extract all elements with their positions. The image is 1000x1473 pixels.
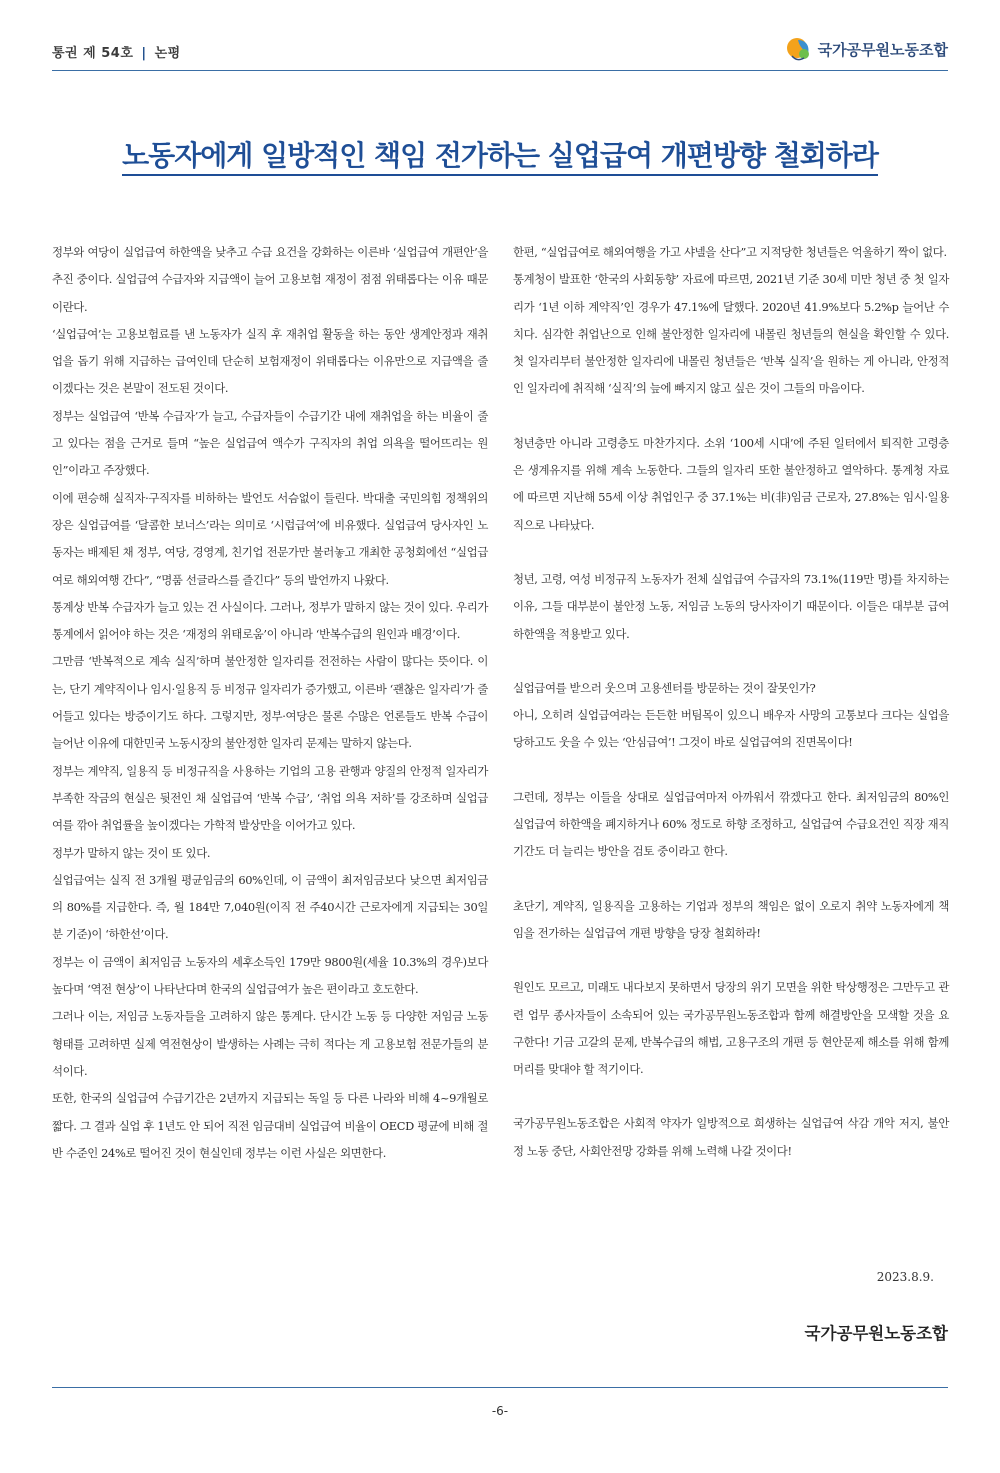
issue-number: 통권 제 54호	[52, 46, 134, 61]
org-name-logo: 국가공무원노동조합	[817, 40, 948, 59]
article-date: 2023.8.9.	[876, 1270, 934, 1284]
paragraph: 정부는 이 금액이 최저임금 노동자의 세후소득인 179만 9800원(세율 10.3%의 경우)보다 높다며 ‘역전 현상’이 나타난다며 한국의 실업급여가 높은 편이라고 호도한다.	[52, 954, 488, 997]
left-column	[52, 239, 488, 1167]
paragraph: ‘실업급여’는 고용보험료를 낸 노동자가 실직 후 재취업 활동을 하는 동안 생계안정과 재취업을 돕기 위해 지급하는 급여인데 단순히 보험재정이 위태롭다는 이유만으로 지급액을 줄이겠다는 것은 본말이 전도된 것이다.	[52, 326, 488, 396]
paragraph: 아니, 오히려 실업급여라는 든든한 버팀목이 있으니 배우자 사망의 고통보다 크다는 실업을 당하고도 웃을 수 있는 ‘안심급여’! 그것이 바로 실업급여의 진면목이다!	[513, 708, 949, 750]
section-name: 논평	[154, 46, 181, 61]
union-logo-icon	[784, 34, 814, 64]
paragraph: 국가공무원노동조합은 사회적 약자가 일방적으로 희생하는 실업급여 삭감 개악 저지, 불안정 노동 중단, 사회안전망 강화를 위해 노력해 나갈 것이다!	[513, 1116, 949, 1158]
paragraph: 한편, “실업급여로 해외여행을 가고 샤넬을 산다”고 지적당한 청년들은 억울하기 짝이 없다.	[513, 245, 947, 259]
paragraph: 초단기, 계약직, 일용직을 고용하는 기업과 정부의 책임은 없이 오로지 취약 노동자에게 책임을 전가하는 실업급여 개편 방향을 당장 철회하라!	[513, 898, 949, 940]
paragraph: 정부는 계약직, 일용직 등 비정규직을 사용하는 기업의 고용 관행과 양질의 안정적 일자리가 부족한 작금의 현실은 뒷전인 채 실업급여 ‘반복 수급’, ‘취업 의욕 저하’를 강조하며 실업급여를 깎아 취업률을 높이겠다는 가학적 발상만을 이어가고 있다.	[52, 763, 488, 833]
paragraph: 그러나 이는, 저임금 노동자들을 고려하지 않은 통계다. 단시간 노동 등 다양한 저임금 노동 형태를 고려하면 실제 역전현상이 발생하는 사례는 극히 적다는 게 고용보험 전문가들의 분석이다.	[52, 1009, 488, 1078]
union-logo	[784, 34, 948, 64]
paragraph: 정부가 말하지 않는 것이 또 있다.	[52, 845, 211, 860]
paragraph: 정부는 실업급여 ‘반복 수급자’가 늘고, 수급자들이 수급기간 내에 재취업을 하는 비율이 줄고 있다는 점을 근거로 들며 “높은 실업급여 액수가 구직자의 취업 의욕을 떨어뜨리는 원인”이라고 주장했다.	[52, 408, 488, 478]
paragraph: 이에 편승해 실직자·구직자를 비하하는 발언도 서슴없이 들린다. 박대출 국민의힘 정책위의장은 실업급여를 ‘달콤한 보너스’라는 의미로 ‘시럽급여’에 비유했다. 실업급여 당사자인 노동자는 배제된 채 정부, 여당, 경영계, 친기업 전문가만 불러놓고 개최한 공청회에선 “실업급여로 해외여행 간다”, “명품 선글라스를 즐긴다” 등의 발언까지 나왔다.	[52, 490, 488, 587]
paragraph: 청년층만 아니라 고령층도 마찬가지다. 소위 ‘100세 시대’에 주된 일터에서 퇴직한 고령층은 생계유지를 위해 계속 노동한다. 그들의 일자리 또한 불안정하고 열악하다. 통계청 자료에 따르면 지난해 55세 이상 취업인구 중 37.1%는 비(非)임금 근로자, 27.8%는 임시·일용직으로 나타났다.	[513, 435, 949, 532]
paragraph: 통계상 반복 수급자가 늘고 있는 건 사실이다. 그러나, 정부가 말하지 않는 것이 있다. 우리가 통계에서 읽어야 하는 것은 ‘재정의 위태로움’이 아니라 ‘반복수급의 원인과 배경’이다.	[52, 599, 488, 642]
page-header	[52, 30, 948, 70]
article-title-text: 노동자에게 일방적인 책임 전가하는 실업급여 개편방향 철회하라	[122, 139, 878, 176]
page-number: -6-	[491, 1404, 509, 1418]
header-separator: |	[141, 46, 147, 61]
article-title	[0, 134, 1000, 174]
header-divider	[52, 70, 948, 71]
right-column	[513, 239, 949, 1165]
paragraph: 또한, 한국의 실업급여 수급기간은 2년까지 지급되는 독일 등 다른 나라와 비해 4~9개월로 짧다. 그 결과 실업 후 1년도 안 되어 직전 임금대비 실업급여 비율이 OECD 평균에 비해 절반 수준인 24%로 떨어진 것이 현실인데 정부는 이런 사실은 외면한다.	[52, 1091, 488, 1160]
paragraph: 정부와 여당이 실업급여 하한액을 낮추고 수급 요건을 강화하는 이른바 ‘실업급여 개편안’을 추진 중이다. 실업급여 수급자와 지급액이 늘어 고용보험 재정이 점점 위태롭다는 이유 때문이란다.	[52, 245, 488, 314]
footer-divider	[52, 1387, 948, 1388]
paragraph: 청년, 고령, 여성 비정규직 노동자가 전체 실업급여 수급자의 73.1%(119만 명)를 차지하는 이유, 그들 대부분이 불안정 노동, 저임금 노동의 당사자이기 때문이다. 이들은 대부분 급여 하한액을 적용받고 있다.	[513, 571, 949, 641]
paragraph: 원인도 모르고, 미래도 내다보지 못하면서 당장의 위기 모면을 위한 탁상행정은 그만두고 관련 업무 종사자들이 소속되어 있는 국가공무원노동조합과 함께 해결방안을 모색할 것을 요구한다! 기금 고갈의 문제, 반복수급의 해법, 고용구조의 개편 등 현안문제 해소를 위해 함께 머리를 맞대야 할 적기이다.	[513, 980, 949, 1077]
paragraph: 실업급여는 실직 전 3개월 평균임금의 60%인데, 이 금액이 최저임금보다 낮으면 최저임금의 80%를 지급한다. 즉, 월 184만 7,040원(이직 전 주40시간 근로자에게 지급되는 30일분 기준)이 ‘하한선’이다.	[52, 872, 488, 942]
signature: 국가공무원노동조합	[804, 1324, 948, 1343]
paragraph: 그런데, 정부는 이들을 상대로 실업급여마저 아까워서 깎겠다고 한다. 최저임금의 80%인 실업급여 하한액을 폐지하거나 60% 정도로 하향 조정하고, 실업급여 수급요건인 직장 재직기간도 더 늘리는 방안을 검토 중이라고 한다.	[513, 789, 949, 859]
paragraph: 통계청이 발표한 ‘한국의 사회동향’ 자료에 따르면, 2021년 기준 30세 미만 청년 중 첫 일자리가 ‘1년 이하 계약직’인 경우가 47.1%에 달했다. 2020년 41.9%보다 5.2%p 늘어난 수치다. 심각한 취업난으로 인해 불안정한 일자리에 내몰린 청년들의 현실을 확인할 수 있다. 첫 일자리부터 불안정한 일자리에 내몰린 청년들은 ‘반복 실직’을 원하는 게 아니라, 안정적인 일자리에 취직해 ‘실직’의 늪에 빠지지 않고 싶은 것이 그들의 마음이다.	[513, 272, 949, 396]
paragraph: 실업급여를 받으러 웃으며 고용센터를 방문하는 것이 잘못인가?	[513, 680, 816, 695]
issue-label	[52, 42, 181, 61]
paragraph: 그만큼 ‘반복적으로 계속 실직’하며 불안정한 일자리를 전전하는 사람이 많다는 뜻이다. 이는, 단기 계약직이나 임시·일용직 등 비정규 일자리가 증가했고, 이른바 ‘괜찮은 일자리’가 줄어들고 있다는 방증이기도 하다. 그렇지만, 정부·여당은 물론 수많은 언론들도 반복 수급이 늘어난 이유에 대한민국 노동시장의 불안정한 일자리 문제는 말하지 않는다.	[52, 654, 488, 751]
